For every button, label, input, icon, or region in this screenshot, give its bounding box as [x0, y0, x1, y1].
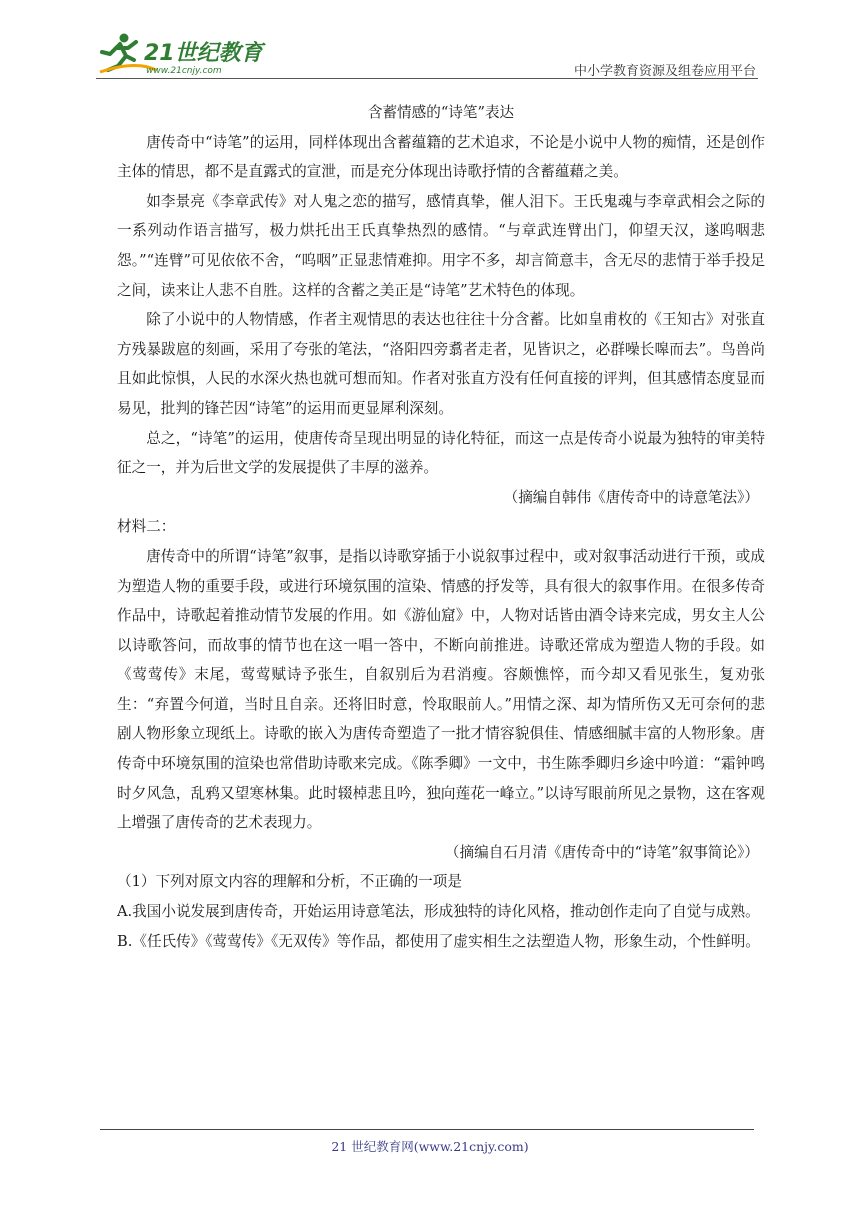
option-b: B.《任氏传》《莺莺传》《无双传》等作品，都使用了虚实相生之法塑造人物，形象生动，个性鲜明。	[117, 932, 760, 950]
page-header	[96, 30, 758, 78]
paragraph-4: 总之，“诗笔”的运用，使唐传奇呈现出明显的诗化特征，而这一点是传奇小说最为独特的审美特征之一，并为后世文学的发展提供了丰厚的滋养。	[117, 429, 765, 477]
paragraph-3: 除了小说中的人物情感，作者主观情思的表达也往往十分含蓄。比如皇甫枚的《王知古》对张直方残暴跋扈的刻画，采用了夸张的笔法，“洛阳四旁翥者走者，见皆识之，必群噪长嗥而去”。鸟兽尚且如此惊惧，人民的水深火热也就可想而知。作者对张直方没有任何直接的评判，但其感情态度显而易见，批判的锋芒因“诗笔”的运用而更显犀利深刻。	[117, 311, 765, 417]
svg-text:www.21cnjy.com: www.21cnjy.com	[146, 66, 222, 76]
svg-text:21世纪教育: 21世纪教育	[144, 41, 263, 66]
platform-name: 中小学教育资源及组卷应用平台	[573, 64, 756, 79]
document-body	[117, 98, 765, 956]
option-a: A.我国小说发展到唐传奇，开始运用诗意笔法，形成独特的诗化风格，推动创作走向了自觉与成熟。	[117, 903, 760, 921]
section-title: 含蓄情感的“诗笔”表达	[367, 104, 515, 121]
paragraph-5: 唐传奇中的所谓“诗笔”叙事，是指以诗歌穿插于小说叙事过程中，或对叙事活动进行干预，或成为塑造人物的重要手段，或进行环境氛围的渲染、情感的抒发等，具有很大的叙事作用。在很多传奇作品中，诗歌起着推动情节发展的作用。如《游仙窟》中，人物对话皆由酒令诗来完成，男女主人公以诗歌答问，而故事的情节也在这一唱一答中，不断向前推进。诗歌还常成为塑造人物的手段。如《莺莺传》末尾，莺莺赋诗予张生，自叙别后为君消瘦。容颇憔悴，而今却又看见张生，复劝张生：“弃置今何道，当时且自亲。还将旧时意，怜取眼前人。”用情之深、却为情所伤又无可奈何的悲剧人物形象立现纸上。诗歌的嵌入为唐传奇塑造了一批才情容貌俱佳、情感细腻丰富的人物形象。唐传奇中环境氛围的渲染也常借助诗歌来完成。《陈季卿》一文中，书生陈季卿归乡途中吟道：“霜钟鸣时夕风急，乱鸦又望寒林集。此时辍棹悲且吟，独向莲花一峰立。”以诗写眼前所见之景物，这在客观上增强了唐传奇的艺术表现力。	[117, 547, 765, 832]
page-footer: 21 世纪教育网(www.21cnjy.com)	[331, 1139, 529, 1154]
source-citation-1: （摘编自韩伟《唐传奇中的诗意笔法》）	[503, 488, 759, 506]
site-logo	[96, 30, 266, 76]
question-1: （1）下列对原文内容的理解和分析，不正确的一项是	[117, 873, 462, 891]
footer-divider	[100, 1129, 754, 1130]
paragraph-1: 唐传奇中“诗笔”的运用，同样体现出含蓄蕴籍的艺术追求，不论是小说中人物的痴情，还是创作主体的情思，都不是直露式的宣泄，而是充分体现出诗歌抒情的含蓄蕴藉之美。	[117, 133, 765, 181]
material-2-label: 材料二：	[117, 518, 176, 536]
paragraph-2: 如李景亮《李章武传》对人鬼之恋的描写，感情真挚，催人泪下。王氏鬼魂与李章武相会之际的一系列动作语言描写，极力烘托出王氏真挚热烈的感情。“与章武连臂出门，仰望天汉，遂呜咽悲怨。”“连臂”可见依依不舍，“呜咽”正显悲情难抑。用字不多，却言简意丰，含无尽的悲情于举手投足之间，读来让人悲不自胜。这样的含蓄之美正是“诗笔”艺术特色的体现。	[117, 192, 765, 299]
header-divider	[96, 78, 758, 79]
source-citation-2: （摘编自石月清《唐传奇中的“诗笔”叙事简论》）	[444, 843, 759, 861]
